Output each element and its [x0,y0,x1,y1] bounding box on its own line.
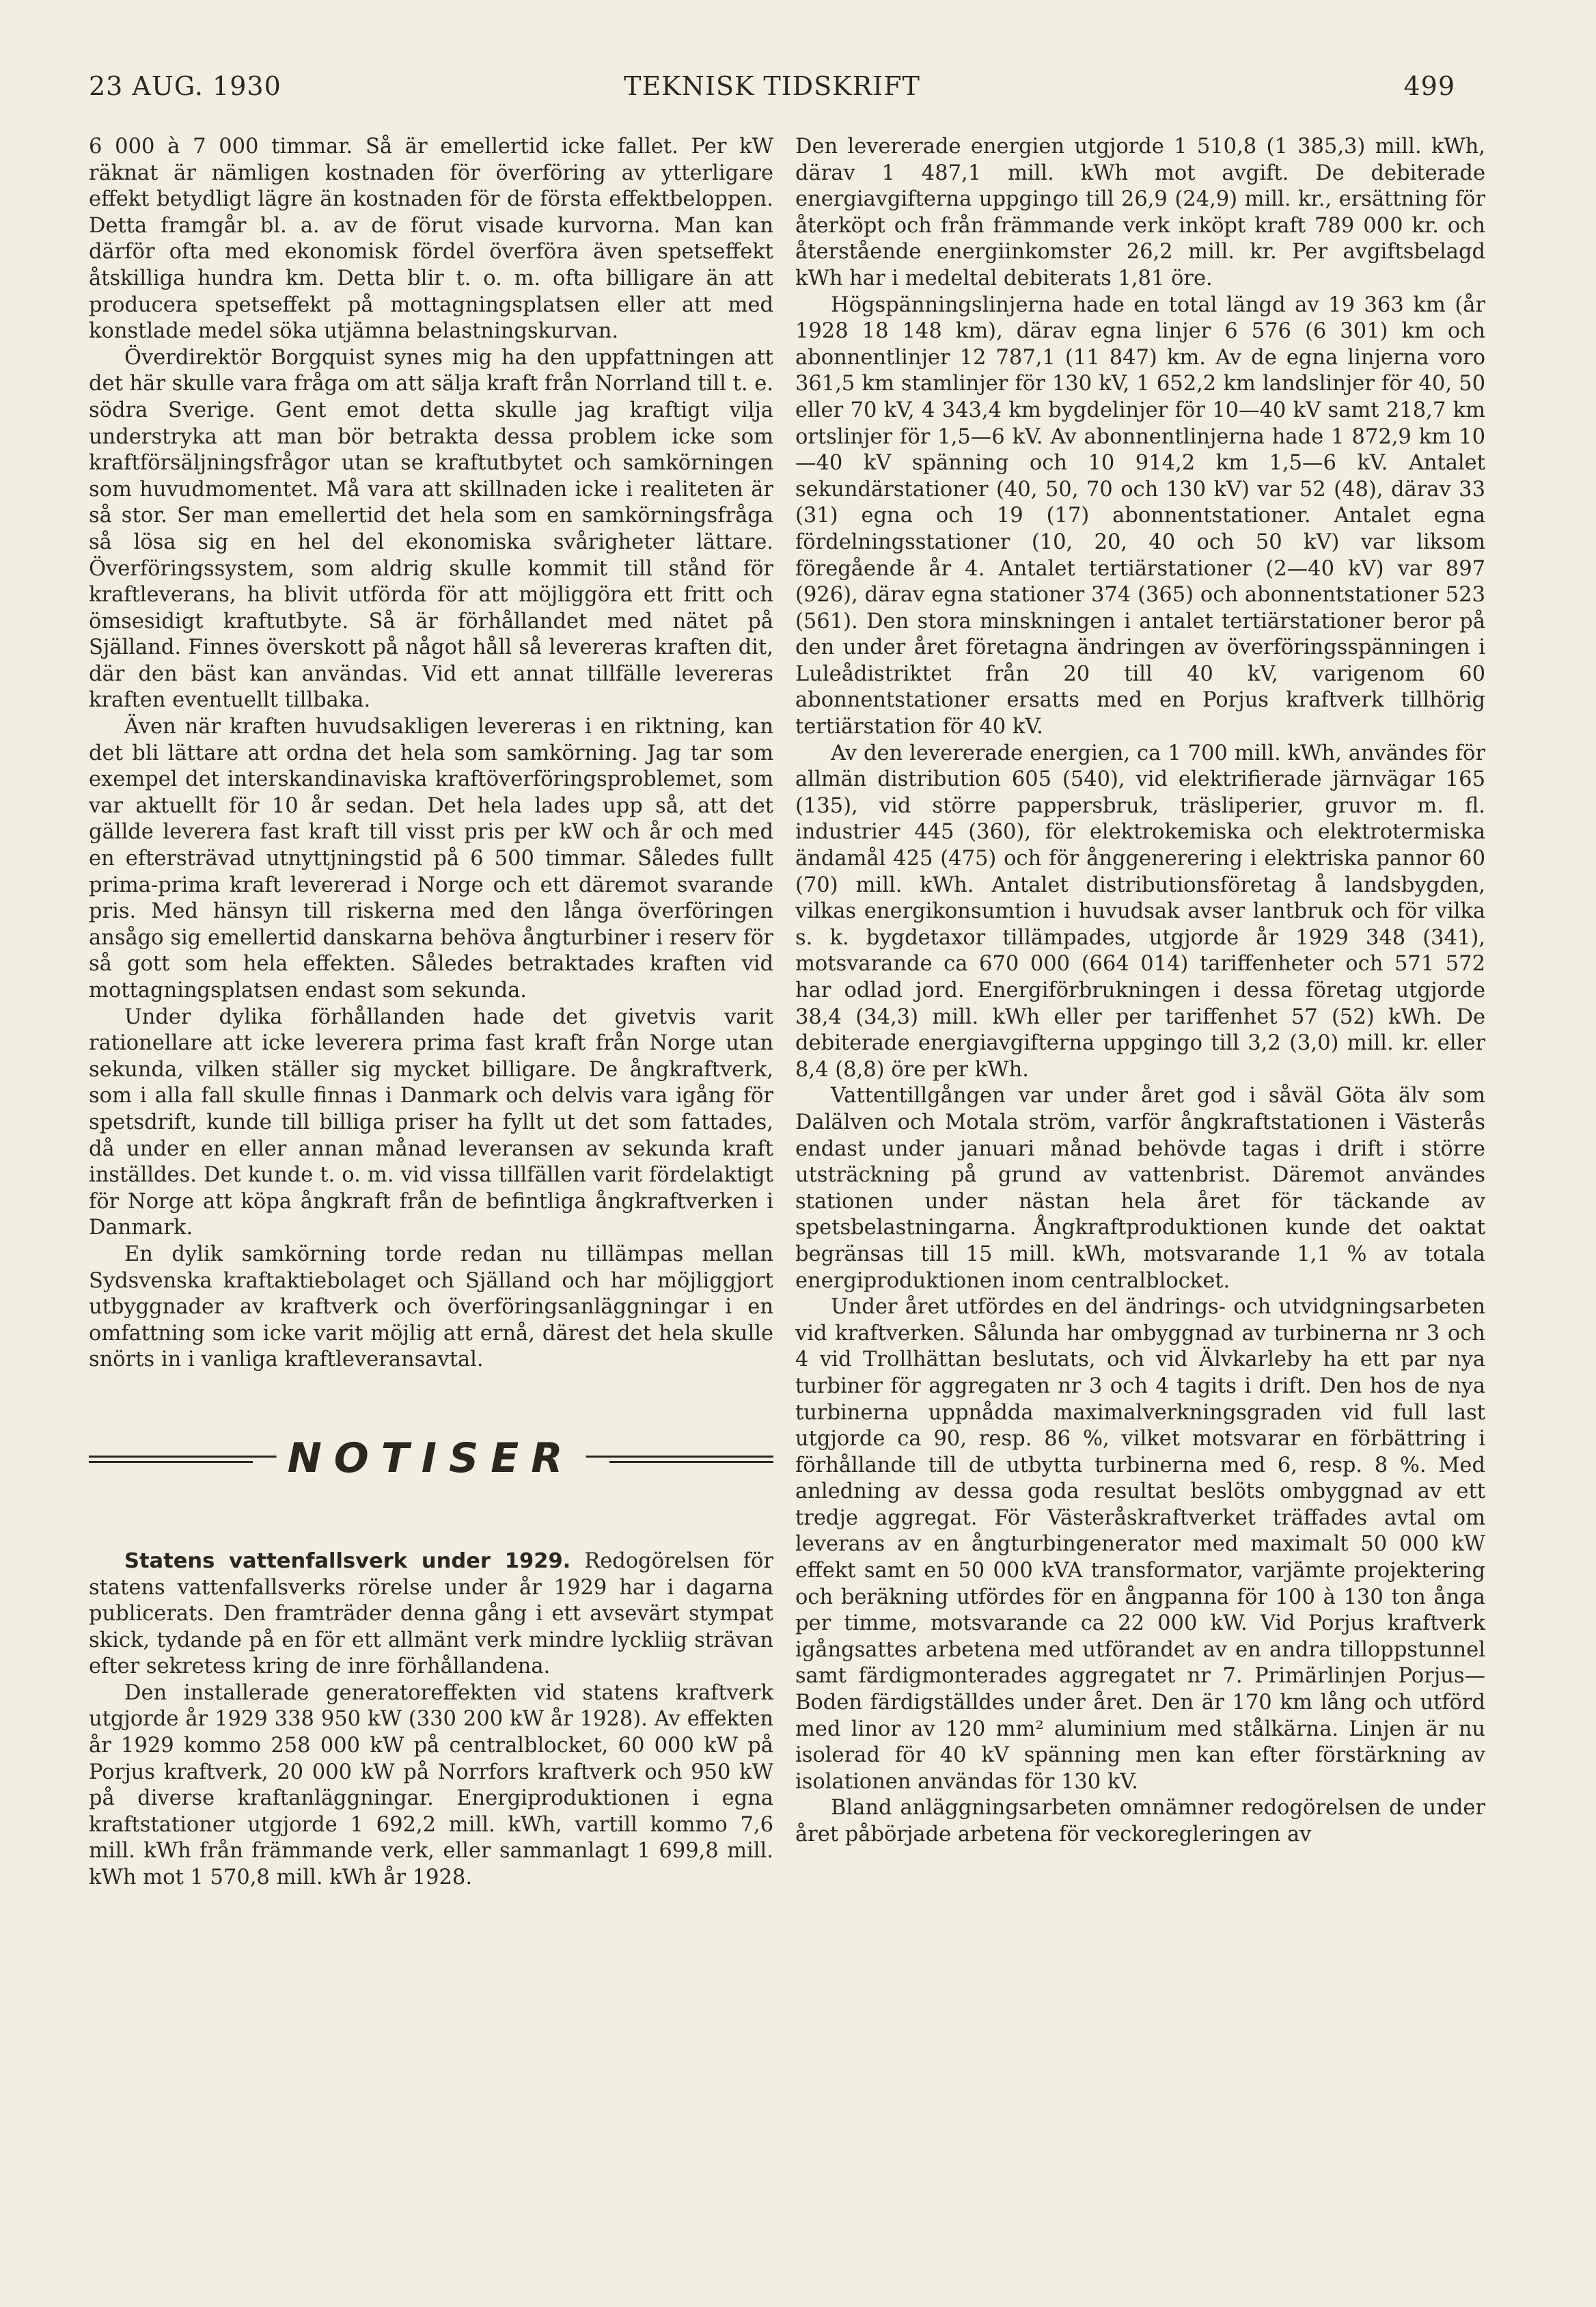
header-date: 23 AUG. 1930 [89,71,281,101]
body-paragraph: Vattentillgången var under året god i såväl Göta älv som Dalälven och Motala ström, varför ångkraftstationen i Västerås endast under januari månad behövde tagas i drift i större utsträckning på grund av vattenbrist. Däremot användes stationen under nästan hela året för täckande av spetsbelastningarna. Ångkraftproduktionen kunde det oaktat begränsas till 15 mill. kWh, motsvarande 1,1 % av totala energiproduktionen inom centralblocket. [795,1084,1485,1293]
body-paragraph: Den levererade energien utgjorde 1 510,8 (1 385,3) mill. kWh, därav 1 487,1 mill. kWh mot avgift. De debiterade energiavgifterna uppgingo till 26,9 (24,9) mill. kr., ersättning för återköpt och från främmande verk inköpt kraft 789 000 kr. och återstående energiinkomster 26,2 mill. kr. Per avgiftsbelagd kWh har i medeltal debiterats 1,81 öre. [795,135,1485,290]
body-paragraph: Bland anläggningsarbeten omnämner redogörelsen de under året påbörjade arbetena för veckoregleringen av [795,1796,1485,1846]
body-paragraph: Högspänningslinjerna hade en total längd av 19 363 km (år 1928 18 148 km), därav egna linjer 6 576 (6 301) km och abonnentlinjer 12 787,1 (11 847) km. Av de egna linjerna voro 361,5 km stamlinjer för 130 kV, 1 652,2 km landslinjer för 40, 50 eller 70 kV, 4 343,4 km bygdelinjer för 10—40 kV samt 218,7 km ortslinjer för 1,5—6 kV. Av abonnentlinjerna hade 1 872,9 km 10—40 kV spänning och 10 914,2 km 1,5—6 kV. Antalet sekundärstationer (40, 50, 70 och 130 kV) var 52 (48), därav 33 (31) egna och 19 (17) abonnentstationer. Antalet egna fördelningsstationer (10, 20, 40 och 50 kV) var liksom föregående år 4. Antalet tertiärstationer (2—40 kV) var 897 (926), därav egna stationer 374 (365) och abonnentstationer 523 (561). Den stora minskningen i antalet tertiärstationer beror på den under året företagna ändringen av överföringsspänningen i Luleådistriktet från 20 till 40 kV, varigenom 60 abonnentstationer ersatts med en Porjus kraftverk tillhörig tertiärstation för 40 kV. [795,292,1485,739]
body-paragraph: Även när kraften huvudsakligen levereras i en riktning, kan det bli lättare att ordna det hela som samkörning. Jag tar som exempel det interskandinaviska kraftöverföringsproblemet, som var aktuellt för 10 år sedan. Det hela lades upp så, att det gällde leverera fast kraft till visst pris per kW och år och med en eftersträvad utnyttjningstid på 6 500 timmar. Således fullt prima-prima kraft levererad i Norge och ett däremot svarande pris. Med hänsyn till riskerna med den långa överföringen ansågo sig emellertid danskarna behöva ångturbiner i reserv för så gott som hela effekten. Således betraktades kraften vid mottagningsplatsen endast som sekunda. [89,715,773,1002]
body-paragraph: Av den levererade energien, ca 1 700 mill. kWh, användes för allmän distribution 605 (540), vid elektrifierade järnvägar 165 (135), vid större pappersbruk, träsliperier, gruvor m. fl. industrier 445 (360), för elektrokemiska och elektrotermiska ändamål 425 (475) och för ånggenerering i elektriska pannor 60 (70) mill. kWh. Antalet distributionsföretag å landsbygden, vilkas energikonsumtion i huvudsak avser lantbruk och för vilka s. k. bygdetaxor tillämpades, utgjorde år 1929 348 (341), motsvarande ca 670 000 (664 014) tariffenheter och 571 572 har odlad jord. Energiförbrukningen i dessa företag utgjorde 38,4 (34,3) mill. kWh eller per tariffenhet 57 (52) kWh. De debiterade energiavgifterna uppgingo till 3,2 (3,0) mill. kr. eller 8,4 (8,8) öre per kWh. [795,741,1485,1082]
notice-heading: Statens vattenfallsverk under 1929. [124,1548,571,1573]
page-header [89,71,1455,112]
notice-paragraph: Den installerade generatoreffekten vid statens kraftverk utgjorde år 1929 338 950 kW (330 200 kW år 1928). Av effekten år 1929 kommo 258 000 kW på centralblocket, 60 000 kW på Porjus kraftverk, 20 000 kW på Norrfors kraftverk och 950 kW på diverse kraftanläggningar. Energiproduktionen i egna kraftstationer utgjorde 1 692,2 mill. kWh, vartill kommo 7,6 mill. kWh från främmande verk, eller sammanlagt 1 699,8 mill. kWh mot 1 570,8 mill. kWh år 1928. [89,1680,773,1890]
notice-paragraph [89,1548,773,1680]
body-paragraph: 6 000 à 7 000 timmar. Så är emellertid icke fallet. Per kW räknat är nämligen kostnaden för överföring av ytterligare effekt betydligt lägre än kostnaden för de första effektbeloppen. Detta framgår bl. a. av de förut visade kurvorna. Man kan därför ofta med ekonomisk fördel överföra även spetseffekt åtskilliga hundra km. Detta blir t. o. m. ofta billigare än att producera spetseffekt på mottagningsplatsen eller att med konstlade medel söka utjämna belastningskurvan. [89,135,773,344]
divider-rule [609,1461,773,1463]
right-column [795,134,1485,1848]
section-divider [89,1431,773,1507]
section-title: NOTISER [277,1431,586,1486]
notice-text: Redogörelsen för statens vattenfallsverks rörelse under år 1929 har i dagarna publicerats. Den framträder denna gång i ett avsevärt stympat skick, tydande på en för ett allmänt verk mindre lyckliig strävan efter sekretess kring de inre förhållandena. [89,1548,773,1679]
body-paragraph: Överdirektör Borgquist synes mig ha den uppfattningen att det här skulle vara fråga om att sälja kraft från Norrland till t. e. södra Sverige. Gent emot detta skulle jag kraftigt vilja understryka att man bör betrakta dessa problem icke som kraftförsäljningsfrågor utan se kraftutbytet och samkörningen som huvudmomentet. Må vara att skillnaden icke i realiteten är så stor. Ser man emellertid det hela som en samkörningsfråga så lösa sig en hel del ekonomiska svårigheter lättare. Överföringssystem, som aldrig skulle kommit till stånd för kraftleverans, ha blivit utförda för att möjliggöra ett fritt och ömsesidigt kraftutbyte. Så är förhållandet med nätet på Själland. Finnes överskott på något håll så levereras kraften dit, där den bäst kan användas. Vid ett annat tillfälle levereras kraften eventuellt tillbaka. [89,345,773,713]
body-paragraph: Under dylika förhållanden hade det givetvis varit rationellare att icke leverera prima fast kraft från Norge utan sekunda, vilken ställer sig mycket billigare. De ångkraftverk, som i alla fall skulle finnas i Danmark och delvis vara igång för spetsdrift, kunde till billiga priser ha fyllt ut det som fattades, då under en eller annan månad leveransen av sekunda kraft inställdes. Det kunde t. o. m. vid vissa tillfällen varit fördelaktigt för Norge att köpa ångkraft från de befintliga ångkraftverken i Danmark. [89,1005,773,1240]
body-paragraph: Under året utfördes en del ändrings- och utvidgningsarbeten vid kraftverken. Sålunda har ombyggnad av turbinerna nr 3 och 4 vid Trollhättan beslutats, och vid Älvkarleby ha ett par nya turbiner för aggregaten nr 3 och 4 tagits i drift. Den hos de nya turbinerna uppnådda maximalverkningsgraden vid full last utgjorde ca 90, resp. 86 %, vilket motsvarar en förbättring i förhållande till de utbytta turbinerna med 6, resp. 8 %. Med anledning av dessa goda resultat beslöts ombyggnad av ett tredje aggregat. För Västeråskraftverket träffades avtal om leverans av en ångturbingenerator med maximalt 50 000 kW effekt samt en 50 000 kVA transformator, varjämte projektering och beräkning utfördes för en ångpanna för 100 à 130 ton ånga per timme, motsvarande ca 22 000 kW. Vid Porjus kraftverk igångsattes arbetena med utförandet av en andra tilloppstunnel samt färdigmonterades aggregatet nr 7. Primärlinjen Porjus—Boden färdigställdes under året. Den är 170 km lång och utförd med linor av 120 mm² aluminium med stålkärna. Linjen är nu isolerad för 40 kV spänning men kan efter förstärkning av isolationen användas för 130 kV. [795,1295,1485,1794]
body-paragraph: En dylik samkörning torde redan nu tillämpas mellan Sydsvenska kraftaktiebolaget och Själland och har möjliggjort utbyggnader av kraftverk och överföringsanläggningar i en omfattning som icke varit möjlig att ernå, därest det hela skulle snörts in i vanliga kraftleveransavtal. [89,1242,773,1372]
left-column [89,134,773,1892]
header-page-number: 499 [1403,71,1455,101]
divider-rule [89,1461,253,1463]
header-journal-title: TEKNISK TIDSKRIFT [624,71,920,101]
